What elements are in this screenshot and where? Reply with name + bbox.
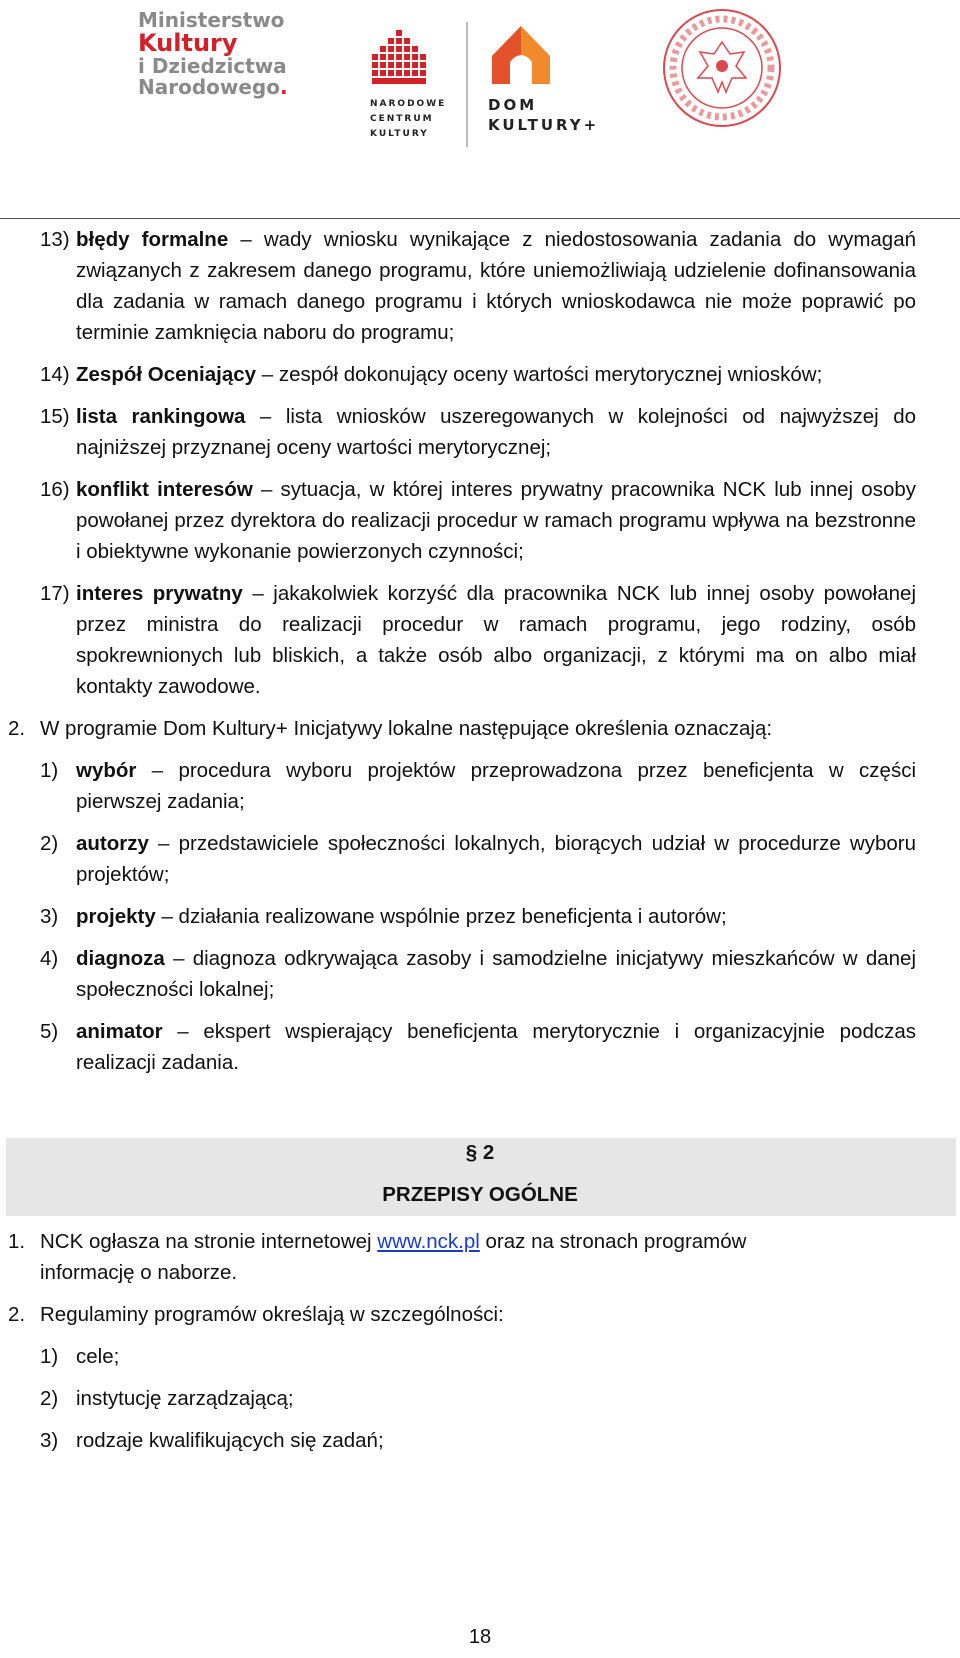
definition-number: 17) xyxy=(40,582,70,605)
nck-emblem-icon xyxy=(370,30,434,86)
nck-logo-line3: KULTURY xyxy=(370,129,429,139)
definition-description: – zespół dokonujący oceny wartości merytorycznej wniosków; xyxy=(256,363,823,386)
paragraph-number: 1. xyxy=(8,1230,26,1253)
definition-item xyxy=(0,901,960,932)
paragraph-item xyxy=(0,1299,960,1330)
definition-term: błędy formalne xyxy=(76,228,229,251)
page-number: 18 xyxy=(468,1626,492,1648)
list-item xyxy=(0,1383,960,1414)
definition-text xyxy=(76,224,916,348)
definition-text xyxy=(76,828,916,890)
definition-number: 13) xyxy=(40,228,70,251)
paragraph-text: Regulaminy programów określają w szczególności: xyxy=(40,1303,504,1326)
dom-kultury-logo-text xyxy=(488,95,628,135)
paragraph-number: 2. xyxy=(8,717,26,740)
obywatele-kultury-seal xyxy=(660,6,784,135)
ministry-logo-line3: i Dziedzictwa xyxy=(138,54,287,78)
definition-number: 1) xyxy=(40,759,59,782)
definition-number: 4) xyxy=(40,947,59,970)
paragraph-item xyxy=(0,1226,960,1288)
list-item xyxy=(0,1425,960,1456)
definition-item xyxy=(0,401,960,463)
definition-term: autorzy xyxy=(76,832,149,855)
ministry-logo-line4-text: Narodowego xyxy=(138,75,280,99)
definition-item xyxy=(0,755,960,817)
paragraph-number: 2. xyxy=(8,1303,26,1326)
list-item-text: rodzaje kwalifikujących się zadań; xyxy=(76,1429,384,1452)
list-item-number: 3) xyxy=(40,1429,59,1452)
ministry-logo-line4 xyxy=(138,77,298,98)
definition-number: 3) xyxy=(40,905,59,928)
definition-text xyxy=(76,359,916,390)
dom-kultury-logo xyxy=(488,22,628,135)
definition-term: animator xyxy=(76,1020,163,1043)
header-rule xyxy=(0,218,960,219)
definition-term: konflikt interesów xyxy=(76,478,253,501)
definition-item xyxy=(0,578,960,702)
definition-description: – jakakolwiek korzyść dla pracownika NCK lub innej osoby powołanej przez ministra do realizacji procedur w ramach programu, jego rodziny, osób spokrewnionych lub bliskich, a także osób albo organizacji, z którymi ma on albo miał kontakty zawodowe. xyxy=(76,582,916,698)
definition-text xyxy=(76,901,916,932)
list-item-text: instytucję zarządzającą; xyxy=(76,1387,294,1410)
paragraph-text-before: NCK ogłasza na stronie internetowej xyxy=(40,1230,378,1253)
paragraph-item xyxy=(0,713,960,744)
definition-text xyxy=(76,755,916,817)
seal-icon xyxy=(660,6,784,130)
definition-item xyxy=(0,1016,960,1078)
house-icon xyxy=(488,22,554,88)
definition-number: 16) xyxy=(40,478,70,501)
paragraph-text: W programie Dom Kultury+ Inicjatywy lokalne następujące określenia oznaczają: xyxy=(40,717,773,740)
definition-term: diagnoza xyxy=(76,947,165,970)
definition-description: – procedura wyboru projektów przeprowadzona przez beneficjenta w części pierwszej zadania; xyxy=(76,759,916,813)
ministry-logo-line2: Kultury xyxy=(138,29,238,57)
paragraph-text-after: oraz na stronach programów informację o naborze. xyxy=(40,1230,747,1284)
definition-item xyxy=(0,828,960,890)
definition-item xyxy=(0,474,960,567)
definition-description: – wady wniosku wynikające z niedostosowania zadania do wymagań związanych z zakresem danego programu, które uniemożliwiają udzielenie dofinansowania dla zadania w ramach danego programu i których wnioskodawca nie może poprawić po terminie zamknięcia naboru do programu; xyxy=(76,228,916,344)
definitions-section xyxy=(0,224,960,1089)
section-number: § 2 xyxy=(465,1141,495,1164)
paragraph-text xyxy=(40,1226,916,1288)
definition-term: wybór xyxy=(76,759,137,782)
general-provisions xyxy=(0,1226,960,1467)
list-item-text: cele; xyxy=(76,1345,120,1368)
definition-term: Zespół Oceniający xyxy=(76,363,257,386)
definition-text xyxy=(76,943,916,1005)
nck-logo-line1: NARODOWE xyxy=(370,99,447,109)
ministry-logo-dot: . xyxy=(280,75,288,99)
nck-website-link[interactable]: www.nck.pl xyxy=(377,1230,480,1253)
definition-text xyxy=(76,401,916,463)
dom-kultury-logo-line2: KULTURY+ xyxy=(488,116,600,134)
dom-kultury-logo-line1: DOM xyxy=(488,96,538,114)
ministry-logo xyxy=(138,10,298,98)
ministry-logo-line1: Ministerstwo xyxy=(138,8,285,32)
nck-logo-line2: CENTRUM xyxy=(370,114,434,124)
section-title: PRZEPISY OGÓLNE xyxy=(382,1183,578,1206)
definition-term: interes prywatny xyxy=(76,582,243,605)
definition-description: – diagnoza odkrywająca zasoby i samodzielne inicjatywy mieszkańców w danej społeczności lokalnej; xyxy=(76,947,916,1001)
definition-description: – działania realizowane wspólnie przez beneficjenta i autorów; xyxy=(155,905,727,928)
nck-logo xyxy=(370,30,450,142)
nck-logo-text xyxy=(370,97,450,142)
definition-number: 14) xyxy=(40,363,70,386)
definition-description: – sytuacja, w której interes prywatny pracownika NCK lub innej osoby powołanej przez dyrektora do realizacji procedur w ramach programu wpływa na bezstronne i obiektywne wykonanie powierzonych czynności; xyxy=(76,478,916,563)
definition-number: 15) xyxy=(40,405,70,428)
definition-description: – lista wniosków uszeregowanych w kolejności od najwyższej do najniższej przyznanej oceny wartości merytorycznej; xyxy=(76,405,916,459)
definition-term: projekty xyxy=(76,905,156,928)
definition-description: – ekspert wspierający beneficjenta merytorycznie i organizacyjnie podczas realizacji zadania. xyxy=(76,1020,916,1074)
list-item-number: 1) xyxy=(40,1345,59,1368)
definition-text xyxy=(76,1016,916,1078)
page-header xyxy=(0,0,960,160)
definition-number: 2) xyxy=(40,832,59,855)
definition-item xyxy=(0,943,960,1005)
definition-item xyxy=(0,224,960,348)
definition-term: lista rankingowa xyxy=(76,405,246,428)
definition-text xyxy=(76,578,916,702)
logo-divider xyxy=(466,22,468,147)
definition-description: – przedstawiciele społeczności lokalnych, biorących udział w procedurze wyboru projektów; xyxy=(76,832,916,886)
definition-number: 5) xyxy=(40,1020,59,1043)
list-item-number: 2) xyxy=(40,1387,59,1410)
definition-item xyxy=(0,359,960,390)
definition-text xyxy=(76,474,916,567)
list-item xyxy=(0,1341,960,1372)
